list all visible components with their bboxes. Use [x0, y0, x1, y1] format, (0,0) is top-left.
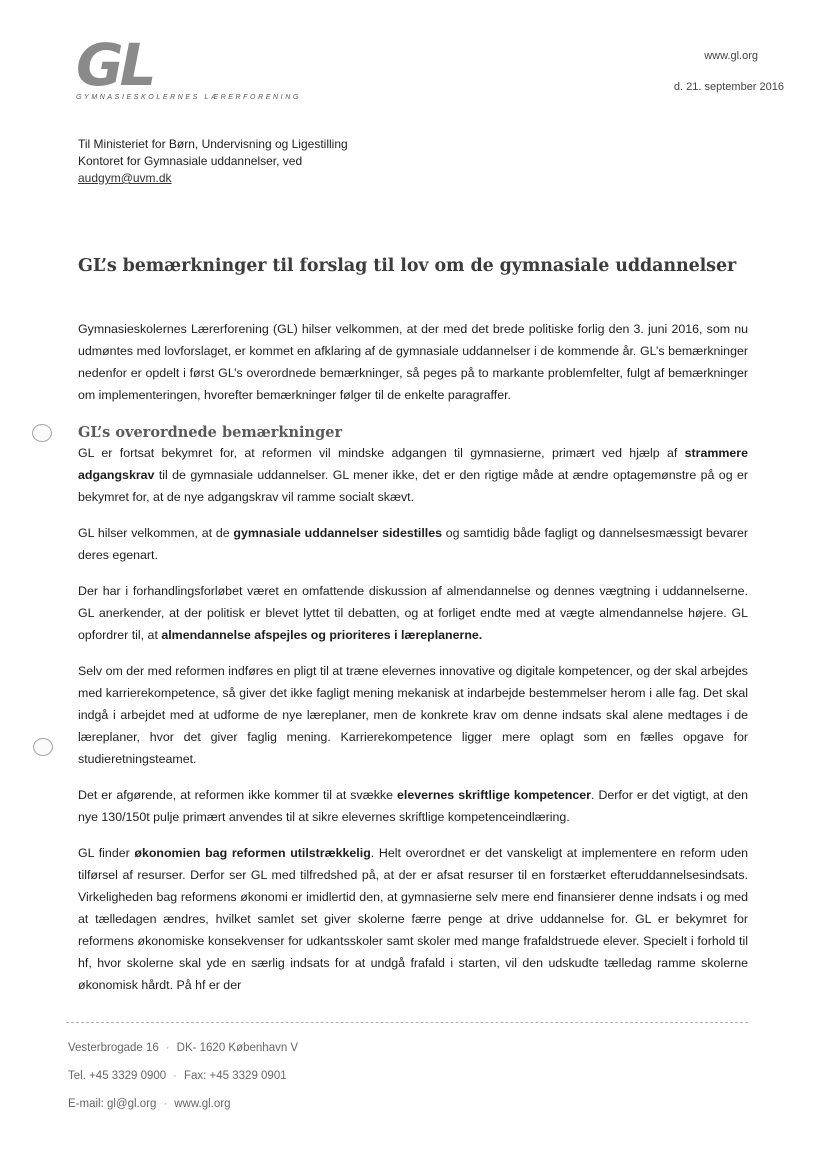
document-title: GL’s bemærkninger til forslag til lov om de gymnasiale uddannelser: [78, 256, 737, 276]
recipient-email-link[interactable]: audgym@uvm.dk: [78, 171, 172, 185]
bold-run: almendannelse afspejles og prioriteres i læreplanerne.: [161, 628, 483, 642]
text-run: Det er afgørende, at reformen ikke kommer til at svække: [78, 788, 398, 802]
footer-street: Vesterbrogade 16: [68, 1042, 159, 1054]
text-run: . Helt overordnet er det vanskeligt at implementere en reform uden tilførsel af resurser. Derfor ser GL med tilfredshed på, at der er afsat resurser til en forstærket efteruddannelsesindsats. Virkeligheden bag reformens økonomi er imidlertid den, at gymnasierne selv mere end finansierer denne indsats i og med at tælledagen ændres, hvilket samlet set giver skolerne færre penge at drive uddannelse for. GL er bekymret for reformens økonomiske konsekvenser for udkantsskoler samt skoler med mange frafaldstruede elever. Specielt i forhold til hf, hvor skolerne skal yde en særlig indsats for at undgå frafald i starten, vil den udskudte tælledag ramme skolerne økonomisk hårdt. På hf er der: [78, 846, 748, 992]
bold-run: strammere adgangskrav: [78, 446, 748, 482]
document-body: [78, 318, 748, 1010]
recipient-line-2: Kontoret for Gymnasiale uddannelser, ved: [78, 154, 303, 168]
paragraph-written-skills: [78, 784, 748, 828]
footer-tel: Tel. +45 3329 0900: [68, 1070, 167, 1082]
punch-hole-top: [32, 424, 52, 442]
letter-footer: [68, 1034, 298, 1118]
text-run: GL finder: [78, 846, 135, 860]
paragraph-equal-status: [78, 522, 748, 566]
footer-contact-line: E-mail: gl@gl.org · www.gl.org: [68, 1098, 231, 1110]
gl-logo-mark: [76, 38, 186, 92]
paragraph-economy: [78, 842, 748, 996]
bold-run: elevernes skriftlige kompetencer: [397, 788, 591, 802]
bold-run: økonomien bag reformen utilstrækkelig: [134, 846, 371, 860]
footer-phone-line: Tel. +45 3329 0900 · Fax: +45 3329 0901: [68, 1070, 287, 1082]
text-run: Der har i forhandlingsforløbet været en omfattende diskussion af almendannelse og dennes vægtning i uddannelserne. GL anerkender, at der politisk er blevet lyttet til debatten, og at forliget endte med at vægte almendannelse højere. GL opfordrer til, at: [78, 584, 748, 642]
footer-address-line: Vesterbrogade 16 · DK- 1620 København V: [68, 1042, 299, 1054]
footer-postal: DK- 1620 København V: [176, 1042, 299, 1054]
footer-email-link[interactable]: E-mail: gl@gl.org: [68, 1098, 157, 1110]
paragraph-competences: Selv om der med reformen indføres en pligt til at træne elevernes innovative og digitale kompetencer, og der skal arbejdes med karrierekompetence, så giver det ikke fagligt mening mekanisk at indarbejde bestemmelser herom i alle fag. Det skal indgå i arbejdet med at udforme de nye læreplaner, men de konkrete krav om denne indsats skal alene medtages i de læreplaner, hvor det giver faglig mening. Karrierekompetence ligger mere oplagt som en fælles opgave for studieretningsteamet.: [78, 664, 748, 766]
header-website: www.gl.org: [704, 50, 758, 62]
paragraph-admission: [78, 442, 748, 508]
text-run: og samtidig både fagligt og dannelsesmæssigt bevarer deres egenart.: [78, 526, 748, 562]
footer-fax: Fax: +45 3329 0901: [184, 1070, 287, 1082]
letter-date: d. 21. september 2016: [673, 81, 784, 93]
text-run: GL er fortsat bekymret for, at reformen vil mindske adgangen til gymnasierne, primært ved hjælp af: [78, 446, 685, 460]
intro-paragraph: Gymnasieskolernes Lærerforening (GL) hilser velkommen, at der med det brede politiske forlig den 3. juni 2016, som nu udmøntes med lovforslaget, er kommet en afklaring af de gymnasiale uddannelser i de kommende år. GL’s bemærkninger nedenfor er opdelt i først GL’s overordnede bemærkninger, så peges på to markante problemfelter, fulgt af bemærkninger om implementeringen, hvorefter bemærkninger følger til de enkelte paragraffer.: [78, 322, 748, 402]
paragraph-general-education: [78, 580, 748, 646]
logo-letters: GL: [76, 38, 153, 92]
punch-hole-bottom: [33, 738, 53, 756]
section-heading: GL’s overordnede bemærkninger: [78, 424, 343, 441]
footer-web-link[interactable]: www.gl.org: [174, 1098, 231, 1110]
footer-divider: [66, 1022, 748, 1023]
text-run: . Derfor er det vigtigt, at den nye 130/150t pulje primært anvendes til at sikre elevernes skriftlige kompetenceindlæring.: [78, 788, 748, 824]
bold-run: gymnasiale uddannelser sidestilles: [233, 526, 442, 540]
recipient-line-1: Til Ministeriet for Børn, Undervisning og Ligestilling: [78, 137, 348, 151]
gl-logo: [76, 38, 301, 104]
recipient-block: [78, 136, 348, 187]
text-run: til de gymnasiale uddannelser. GL mener ikke, det er den rigtige måde at ændre optagemønstre på og er bekymret for, at de nye adgangskrav vil ramme socialt skævt.: [78, 468, 748, 504]
text-run: GL hilser velkommen, at de: [78, 526, 234, 540]
logo-tagline: GYMNASIESKOLERNES LÆRERFORENING: [76, 94, 301, 101]
